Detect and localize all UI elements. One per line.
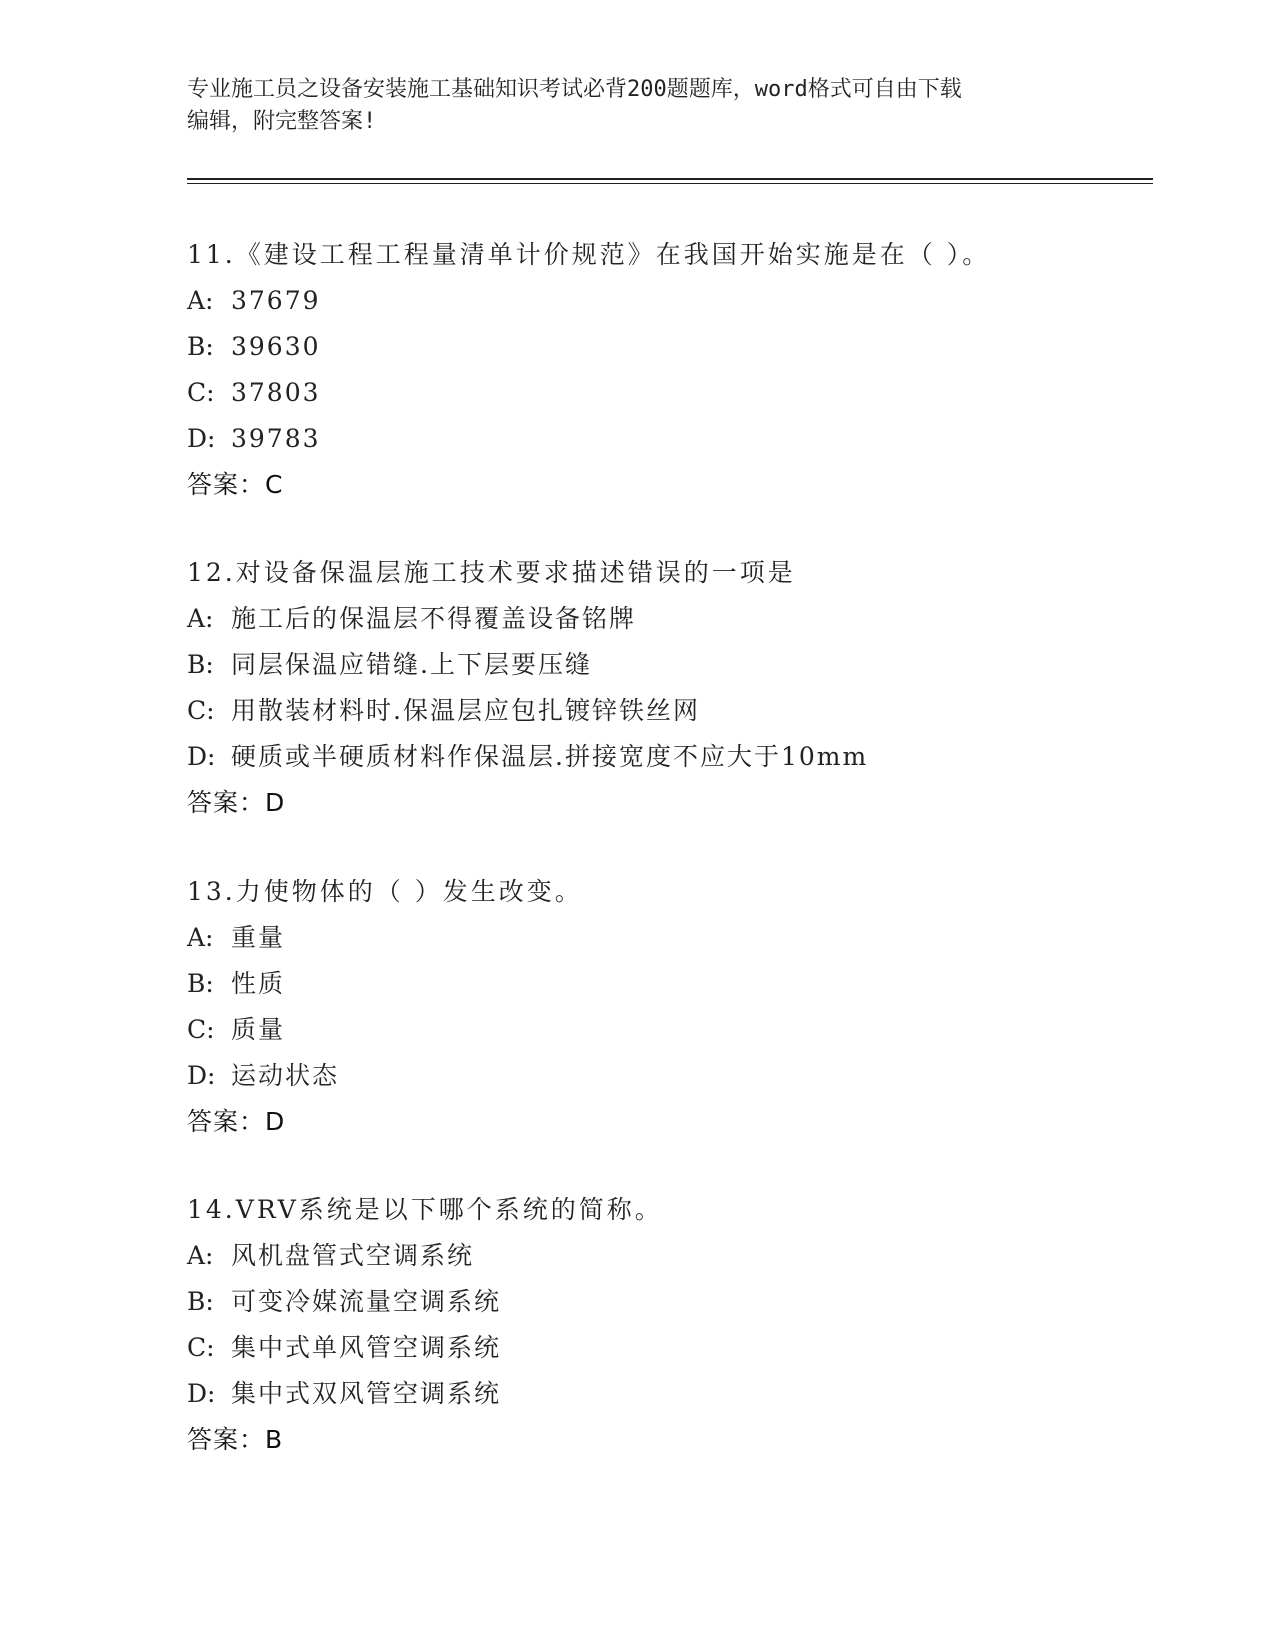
option-label: A: <box>187 923 214 952</box>
option-label: D: <box>187 1379 216 1408</box>
question-stem: 13.力使物体的（ ）发生改变。 <box>187 877 583 906</box>
option-text: 运动状态 <box>231 1061 340 1090</box>
option-text: 39630 <box>231 332 321 361</box>
document-header <box>187 74 1067 138</box>
option-text: 硬质或半硬质材料作保温层.拼接宽度不应大于10mm <box>231 742 869 771</box>
header-line-1: 专业施工员之设备安装施工基础知识考试必背200题题库，word格式可自由下载 <box>187 77 962 102</box>
option-label: A: <box>187 604 214 633</box>
option-b <box>187 1279 1153 1325</box>
option-a <box>187 278 1153 324</box>
option-text: 集中式单风管空调系统 <box>231 1333 502 1362</box>
answer-line: 答案：C <box>187 470 284 499</box>
option-label: B: <box>187 332 214 361</box>
option-text: 37679 <box>231 286 321 315</box>
option-d <box>187 416 1153 462</box>
option-label: D: <box>187 424 216 453</box>
option-label: A: <box>187 286 214 315</box>
option-text: 可变冷媒流量空调系统 <box>231 1287 502 1316</box>
question-stem: 12.对设备保温层施工技术要求描述错误的一项是 <box>187 558 796 587</box>
option-b <box>187 324 1153 370</box>
option-text: 集中式双风管空调系统 <box>231 1379 502 1408</box>
option-c <box>187 370 1153 416</box>
option-c <box>187 1325 1153 1371</box>
option-label: C: <box>187 1015 215 1044</box>
question-11 <box>187 232 1153 508</box>
option-text: 性质 <box>231 969 286 998</box>
option-label: C: <box>187 378 215 407</box>
question-13 <box>187 869 1153 1145</box>
question-stem: 11.《建设工程工程量清单计价规范》在我国开始实施是在（ ）。 <box>187 240 991 269</box>
option-label: A: <box>187 1241 214 1270</box>
option-text: 37803 <box>231 378 321 407</box>
header-divider-thin <box>187 183 1153 184</box>
header-divider-thick <box>187 178 1153 180</box>
header-line-2: 编辑，附完整答案! <box>187 109 377 134</box>
option-a <box>187 596 1153 642</box>
option-label: D: <box>187 1061 216 1090</box>
option-c <box>187 688 1153 734</box>
answer-line: 答案：D <box>187 1107 286 1136</box>
option-label: C: <box>187 696 215 725</box>
option-d <box>187 734 1153 780</box>
option-text: 39783 <box>231 424 321 453</box>
option-d <box>187 1053 1153 1099</box>
question-stem: 14.VRV系统是以下哪个系统的简称。 <box>187 1195 663 1224</box>
option-label: D: <box>187 742 216 771</box>
option-text: 风机盘管式空调系统 <box>231 1241 475 1270</box>
option-a <box>187 915 1153 961</box>
option-label: B: <box>187 969 214 998</box>
option-c <box>187 1007 1153 1053</box>
option-a <box>187 1233 1153 1279</box>
answer-line: 答案：B <box>187 1425 284 1454</box>
option-label: B: <box>187 1287 214 1316</box>
option-b <box>187 961 1153 1007</box>
option-label: B: <box>187 650 214 679</box>
option-b <box>187 642 1153 688</box>
answer-line: 答案：D <box>187 788 286 817</box>
option-text: 用散装材料时.保温层应包扎镀锌铁丝网 <box>231 696 700 725</box>
option-text: 同层保温应错缝.上下层要压缝 <box>231 650 592 679</box>
option-label: C: <box>187 1333 215 1362</box>
option-text: 施工后的保温层不得覆盖设备铭牌 <box>231 604 637 633</box>
question-12 <box>187 550 1153 826</box>
option-text: 重量 <box>231 923 286 952</box>
question-14 <box>187 1187 1153 1463</box>
option-text: 质量 <box>231 1015 286 1044</box>
option-d <box>187 1371 1153 1417</box>
